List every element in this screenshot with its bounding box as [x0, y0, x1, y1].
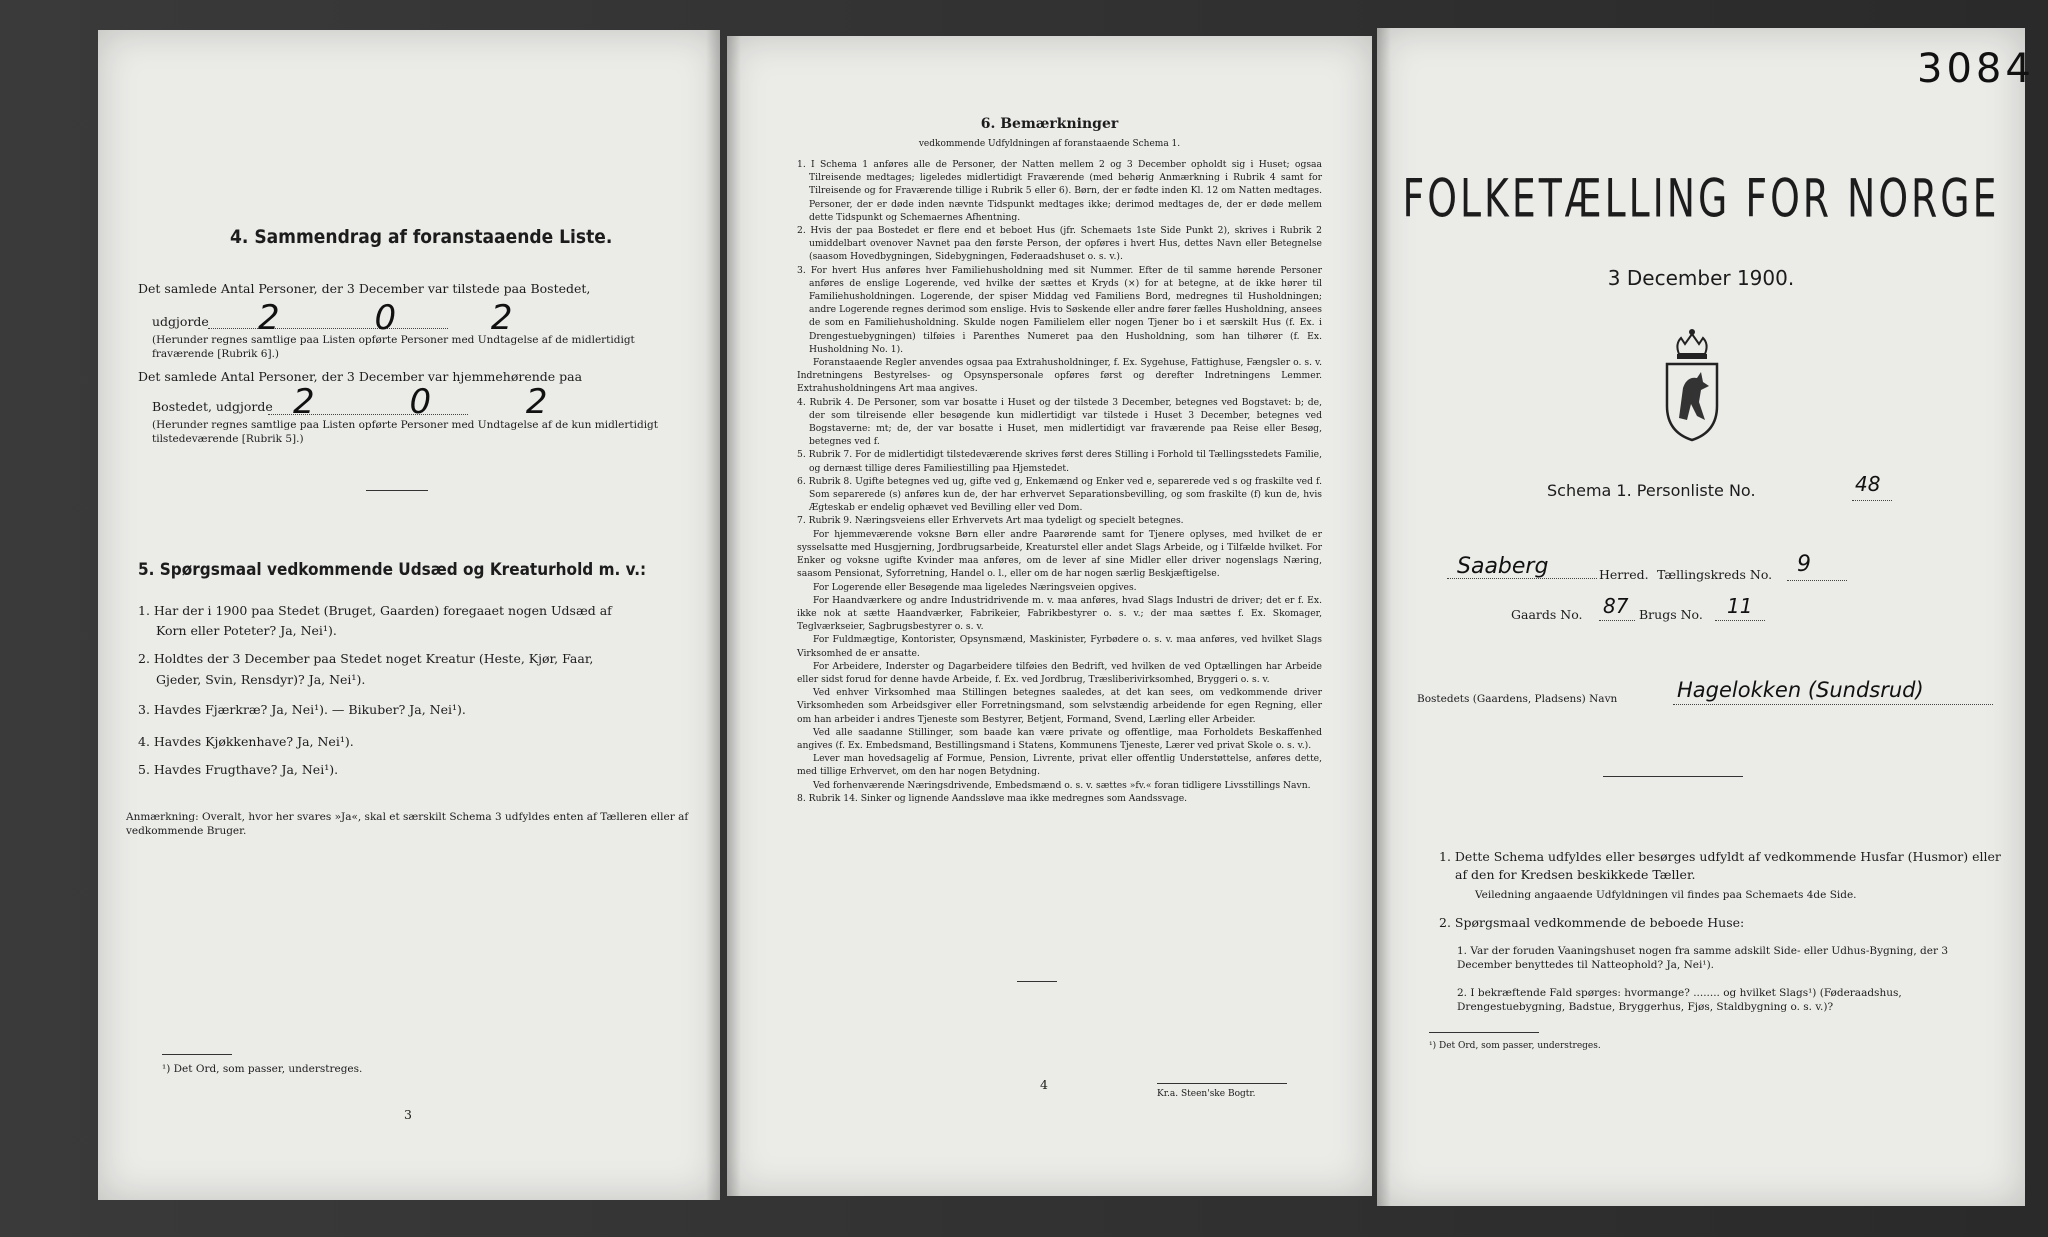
footnote-rule: [1429, 1032, 1539, 1033]
remark-paragraph: Lever man hovedsagelig af Formue, Pension, Livrente, privat eller offentlig Understøttelse, anføres dette, med tillige Erhvervet, om den har nogen Betydning.: [797, 753, 1322, 778]
middle-page: [727, 36, 1372, 1196]
instruction-2-1: 1. Var der foruden Vaaningshuset nogen fra samme adskilt Side- eller Udhus-Bygning, der 3 December benyttedes til Natteophold? Ja, Nei¹).: [1457, 945, 1948, 971]
question-2b: Gjeder, Svin, Rensdyr)? Ja, Nei¹).: [156, 672, 366, 687]
personliste-number-hand: 48: [1855, 472, 1881, 496]
instruction-1-note: Veiledning angaaende Udfyldningen vil findes paa Schemaets 4de Side.: [1475, 889, 1857, 901]
bosted-hand: Hagelokken (Sundsrud): [1677, 678, 1924, 702]
summary-item1: Det samlede Antal Personer, der 3 December var tilstede paa Bostedet,: [138, 281, 591, 296]
remark-paragraph: 1. I Schema 1 anføres alle de Personer, der Natten mellem 2 og 3 December opholdt sig i Huset; ogsaa Tilreisende medtages; ligeledes midlertidigt Fraværende (med behørig Anmærkning i Rubrik 4 samt for Tilreisende og for Fraværende tillige i Rubrik 5 eller 6). Børn, der er fødte inden Kl. 12 om Natten medtages. Personer, der er døde inden nævnte Tidspunkt medtages ikke; derimod medtages de, der er døde mellem dette Tidspunkt og Schemaernes Afhentning.: [797, 159, 1322, 223]
remarks-subtitle: vedkommende Udfyldningen af foranstaaende Schema 1.: [918, 139, 1181, 149]
question-5: 5. Havdes Frugthave? Ja, Nei¹).: [138, 762, 339, 777]
herred-hand: Saaberg: [1457, 554, 1549, 579]
instruction-2: 2. Spørgsmaal vedkommende de beboede Huse:: [1439, 915, 1745, 930]
remark-paragraph: 6. Rubrik 8. Ugifte betegnes ved ug, gifte ved g, Enkemænd og Enker ved e, separerede ved s og fraskilte ved f. Som separerede (s) anføres kun de, der har erhvervet Separationsbevilling, og som fraskilte (f) kun de, hvis Ægteskab er endelig ophævet ved Bevilling eller ved Dom.: [797, 475, 1322, 514]
summary-item2-label: Bostedet, udgjorde: [152, 399, 273, 414]
footnote: ¹) Det Ord, som passer, understreges.: [162, 1063, 363, 1075]
remark-paragraph: 3. For hvert Hus anføres hver Familiehusholdning med sit Nummer. Efter de til samme hørende Personer anføres de enslige Logerende, ved hvilke der sættes et Kryds (×) for at betegne, at de ikke hører til Familiehusholdningen. Logerende, der spiser Middag ved Familiens Bord, medregnes til Husholdningen; andre Logerende regnes derimod som enslige. Hvis to Søskende eller andre fører fælles Husholdning, ansees de som en Familiehusholdning. Skulde nogen Familielem eller nogen Tjener bo i et særskilt Hus (f. Ex. i Drengestuebygningen) tilføies i Parenthes Numeret paa den Husholdning, som han tilhører (f. Ex. Husholdning No. 1).: [797, 264, 1322, 355]
remark-paragraph: Ved alle saadanne Stillinger, som baade kan være private og offentlige, maa Forholdets Beskaffenhed angives (f. Ex. Embedsmand, Bestillingsmand i Statens, Kommunens Tjeneste, Lærer ved privat Skole o. s. v.).: [797, 726, 1322, 751]
census-date: 3 December 1900.: [1607, 266, 1795, 290]
remark-paragraph: Ved forhenværende Næringsdrivende, Embedsmænd o. s. v. sættes »fv.« foran tidligere Livsstillings Navn.: [813, 779, 1311, 791]
summary-item1-note: (Herunder regnes samtlige paa Listen opførte Personer med Undtagelse af de midlertidigt fraværende [Rubrik 6].): [152, 334, 635, 360]
answer-line: [1852, 500, 1892, 501]
document-title: FOLKETÆLLING FOR NORGE: [1402, 167, 2000, 230]
kreds-hand: 9: [1797, 552, 1811, 577]
summary-item2-note: (Herunder regnes samtlige paa Listen opførte Personer med Undtagelse af de kun midlertidigt tilstedeværende [Rubrik 5].): [152, 419, 658, 445]
gutter-shadow: [706, 30, 720, 1200]
summary-item2: Det samlede Antal Personer, der 3 December var hjemmehørende paa: [138, 369, 583, 384]
question-2a: 2. Holdtes der 3 December paa Stedet noget Kreatur (Heste, Kjør, Faar,: [138, 651, 594, 666]
remarks-title: 6. Bemærkninger: [980, 116, 1119, 132]
schema-label: Schema 1. Personliste No.: [1547, 481, 1756, 500]
printer-mark: Kr.a. Steen'ske Bogtr.: [1157, 1089, 1256, 1099]
divider: [366, 490, 428, 491]
remark-paragraph: Foranstaaende Regler anvendes ogsaa paa Extrahusholdninger, f. Ex. Sygehuse, Fattighuse, Fængsler o. s. v. Indretningens Bestyrelses- og Opsynspersonale opføres først og derefter Indretningens Lemmer. Extrahusholdningens Art maa angives.: [797, 357, 1322, 395]
remark-paragraph: 7. Rubrik 9. Næringsveiens eller Erhvervets Art maa tydeligt og specielt betegnes.: [797, 515, 1184, 527]
remark-paragraph: Ved enhver Virksomhed maa Stillingen betegnes saaledes, at det kan sees, om vedkommende driver Virksomheden som Arbeidsgiver eller Forretningsmand, som selvstændig arbeidende for egen Regning, eller om han arbeider i andres Tjeneste som Bestyrer, Betjent, Formand, Svend, Lærling eller Arbeider.: [797, 687, 1322, 725]
answer-line: [1599, 620, 1635, 621]
gutter-shadow: [727, 36, 741, 1196]
brugs-label: Brugs No.: [1639, 607, 1703, 622]
remark-paragraph: 4. Rubrik 4. De Personer, som var bosatte i Huset og der tilstede 3 December, betegnes ved Bogstavet: b; de, der som tilreisende eller besøgende kun midlertidigt var tilstede i Huset 3 December, betegnes ved Bogstaverne: mt; de, der var bosatte i Huset, men midlertidigt var fraværende paa Reise eller Besøg, betegnes ved f.: [797, 396, 1322, 448]
question-1a: 1. Har der i 1900 paa Stedet (Bruget, Gaarden) foregaaet nogen Udsæd af: [138, 603, 612, 618]
question-1b: Korn eller Poteter? Ja, Nei¹).: [156, 623, 337, 638]
remarks-body: [797, 158, 1322, 805]
answer-line: [1715, 620, 1765, 621]
divider: [1017, 981, 1057, 982]
instruction-1: 1. Dette Schema udfyldes eller besørges udfyldt af vedkommende Husfar (Husmor) eller af den for Kredsen beskikkede Tæller.: [1439, 849, 2001, 882]
footnote-rule: [162, 1054, 232, 1055]
bosted-label: Bostedets (Gaardens, Pladsens) Navn: [1417, 693, 1618, 705]
kreds-label: Tællingskreds No.: [1657, 567, 1773, 582]
remark-paragraph: 5. Rubrik 7. For de midlertidigt tilstedeværende skrives først deres Stilling i Forhold til Tællingsstedets Familie, og dernæst tillige deres Familiestilling paa Hjemstedet.: [797, 449, 1322, 474]
remark-paragraph: For Fuldmægtige, Kontorister, Opsynsmænd, Maskinister, Fyrbødere o. s. v. maa anføres, ved hvilket Slags Virksomhed de er ansatte.: [797, 634, 1322, 659]
remark-paragraph: For Logerende eller Besøgende maa ligeledes Næringsveien opgives.: [813, 581, 1137, 593]
handwritten-count-2: 2 0 2: [293, 382, 590, 422]
anmerkning-note: Anmærkning: Overalt, hvor her svares »Ja«, skal et særskilt Schema 3 udfyldes enten af Tælleren eller af vedkommende Bruger.: [126, 811, 689, 837]
ornament-rule: [1603, 776, 1743, 777]
coat-of-arms-icon: [1661, 328, 1723, 448]
footnote: ¹) Det Ord, som passer, understreges.: [1429, 1041, 1601, 1051]
question-3: 3. Havdes Fjærkræ? Ja, Nei¹). — Bikuber? Ja, Nei¹).: [138, 702, 466, 717]
answer-line: [1673, 704, 1993, 705]
answer-line: [1787, 580, 1847, 581]
summary-item1-label: udgjorde: [152, 314, 209, 329]
section4-title: 4. Sammendrag af foranstaaende Liste.: [230, 226, 613, 248]
printer-rule: [1157, 1083, 1287, 1084]
section5-title: 5. Spørgsmaal vedkommende Udsæd og Kreaturhold m. v.:: [138, 560, 647, 580]
brugs-hand: 11: [1727, 594, 1753, 618]
remark-paragraph: For Arbeidere, Inderster og Dagarbeidere tilføies den Bedrift, ved hvilken de ved Optællingen har Arbeide eller sidst forud for denne havde Arbeide, f. Ex. ved Jordbrug, Træsliberivirksomhed, Bryggeri o. s. v.: [797, 660, 1322, 685]
instruction-2-2: 2. I bekræftende Fald spørges: hvormange? ........ og hvilket Slags¹) (Føderaadshus, Drengestuebygning, Badstue, Bryggerhus, Fjøs, Staldbygning o. s. v.)?: [1457, 987, 1902, 1013]
archive-stamp-number: 3084: [1917, 46, 2035, 92]
gaards-label: Gaards No.: [1511, 607, 1583, 622]
remark-paragraph: 8. Rubrik 14. Sinker og lignende Aandssløve maa ikke medregnes som Aandssvage.: [797, 792, 1188, 804]
herred-label: Herred.: [1599, 567, 1649, 582]
left-page: [98, 30, 720, 1200]
right-page: [1377, 28, 2035, 1206]
question-4: 4. Havdes Kjøkkenhave? Ja, Nei¹).: [138, 734, 354, 749]
remark-paragraph: 2. Hvis der paa Bostedet er flere end et beboet Hus (jfr. Schemaets 1ste Side Punkt 2), skrives i Rubrik 2 umiddelbart ovenover Navnet paa den første Person, der opføres i hvert Hus, dettes Navn eller Betegnelse (saasom Hovedbygningen, Sidebygningen, Føderaadshuset o. s. v.).: [797, 225, 1322, 263]
handwritten-count-1: 2 0 2: [258, 298, 555, 338]
page-number: 3: [404, 1107, 412, 1122]
remark-paragraph: For Haandværkere og andre Industridrivende m. v. maa anføres, hvad Slags Industri de driver; det er f. Ex. ikke nok at sætte Haandværker, Fabrikeier, Fabrikbestyrer o. s. v.; der maa sættes f. Ex. Skomager, Teglværkseier, Sagbrugsbestyrer o. s. v.: [797, 594, 1322, 633]
page-number: 4: [1040, 1077, 1048, 1092]
remark-paragraph: For hjemmeværende voksne Børn eller andre Paarørende samt for Tjenere oplyses, med hvilket de er sysselsatte med Husgjerning, Jordbrugsarbeide, Kreaturstel eller andet Slags Arbeide, og i Tilfælde hvilket. For Enker og voksne ugifte Kvinder maa anføres, om de lever af sine Midler eller driver nogenslags Næring, saasom Pensionat, Syforretning, Handel o. l., eller om de har nogen særlig Beskjæftigelse.: [797, 528, 1322, 580]
gaards-hand: 87: [1603, 594, 1629, 618]
